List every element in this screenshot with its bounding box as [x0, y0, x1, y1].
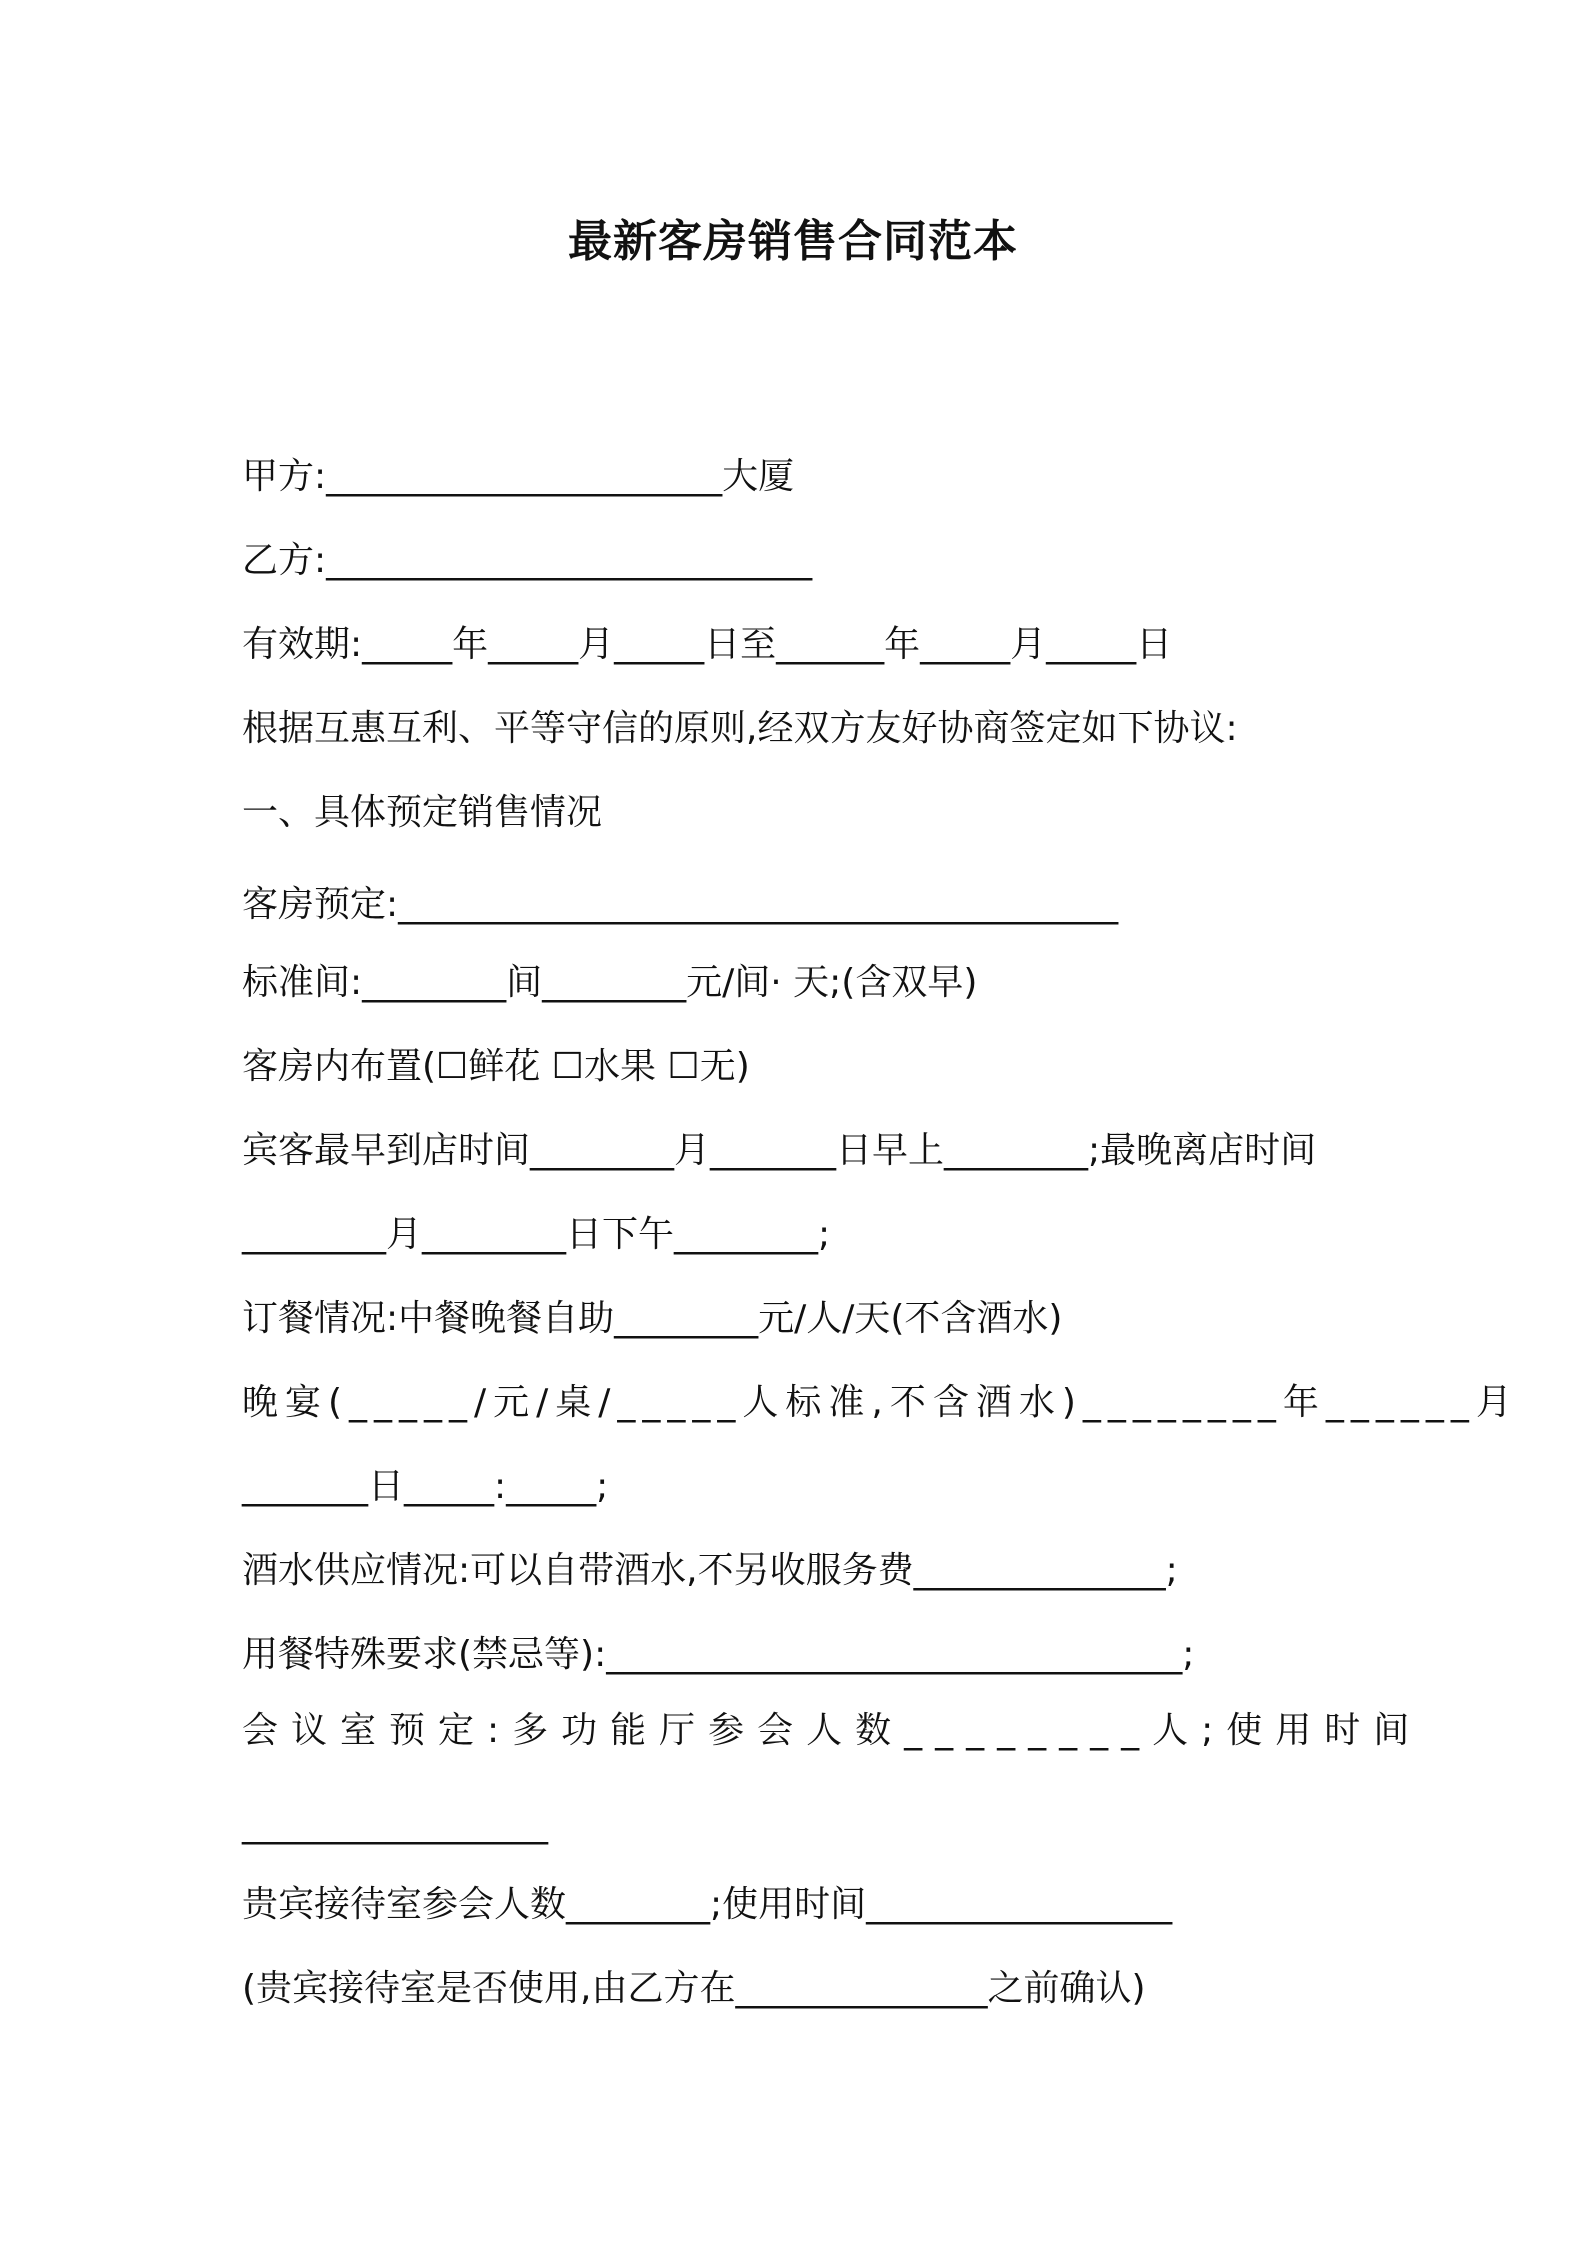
validity-period-line: 有效期:_____年_____月_____日至______年_____月_____日 [242, 624, 1173, 665]
vip-room-confirm-line: (贵宾接待室是否使用,由乙方在______________之前确认) [242, 1968, 1146, 2009]
page-title: 最新客房销售合同范本 [568, 216, 1018, 267]
meeting-time-line: _________________ [242, 1804, 548, 1845]
dining-line: 订餐情况:中餐晚餐自助________元/人/天(不含酒水) [242, 1298, 1063, 1339]
arrival-time-line: 宾客最早到店时间________月_______日早上________;最晚离店时间 [242, 1130, 1317, 1171]
beverage-line: 酒水供应情况:可以自带酒水,不另收服务费______________; [242, 1550, 1178, 1591]
vip-room-line: 贵宾接待室参会人数________;使用时间_________________ [242, 1884, 1173, 1925]
room-booking-line: 客房预定:________________________________________ [242, 884, 1119, 925]
agreement-intro-line: 根据互惠互利、平等守信的原则,经双方友好协商签定如下协议: [242, 708, 1238, 749]
banquet-time-line: _______日_____:_____; [242, 1466, 609, 1507]
departure-time-line: ________月________日下午________; [242, 1214, 831, 1255]
banquet-line: 晚宴(_____/元/桌/_____人标准,不含酒水)________年______月 [242, 1382, 1519, 1423]
section-heading-1: 一、具体预定销售情况 [242, 792, 603, 833]
party-b-line: 乙方:___________________________ [242, 540, 813, 581]
standard-room-line: 标准间:________间________元/间· 天;(含双早) [242, 962, 978, 1003]
party-a-line: 甲方:______________________大厦 [242, 456, 795, 497]
dietary-requirements-line: 用餐特殊要求(禁忌等):________________________________; [242, 1634, 1195, 1675]
room-decoration-line: 客房内布置(☐鲜花 ☐水果 ☐无) [242, 1046, 750, 1087]
meeting-room-line: 会议室预定:多功能厅参会人数________人;使用时间 [242, 1710, 1423, 1751]
